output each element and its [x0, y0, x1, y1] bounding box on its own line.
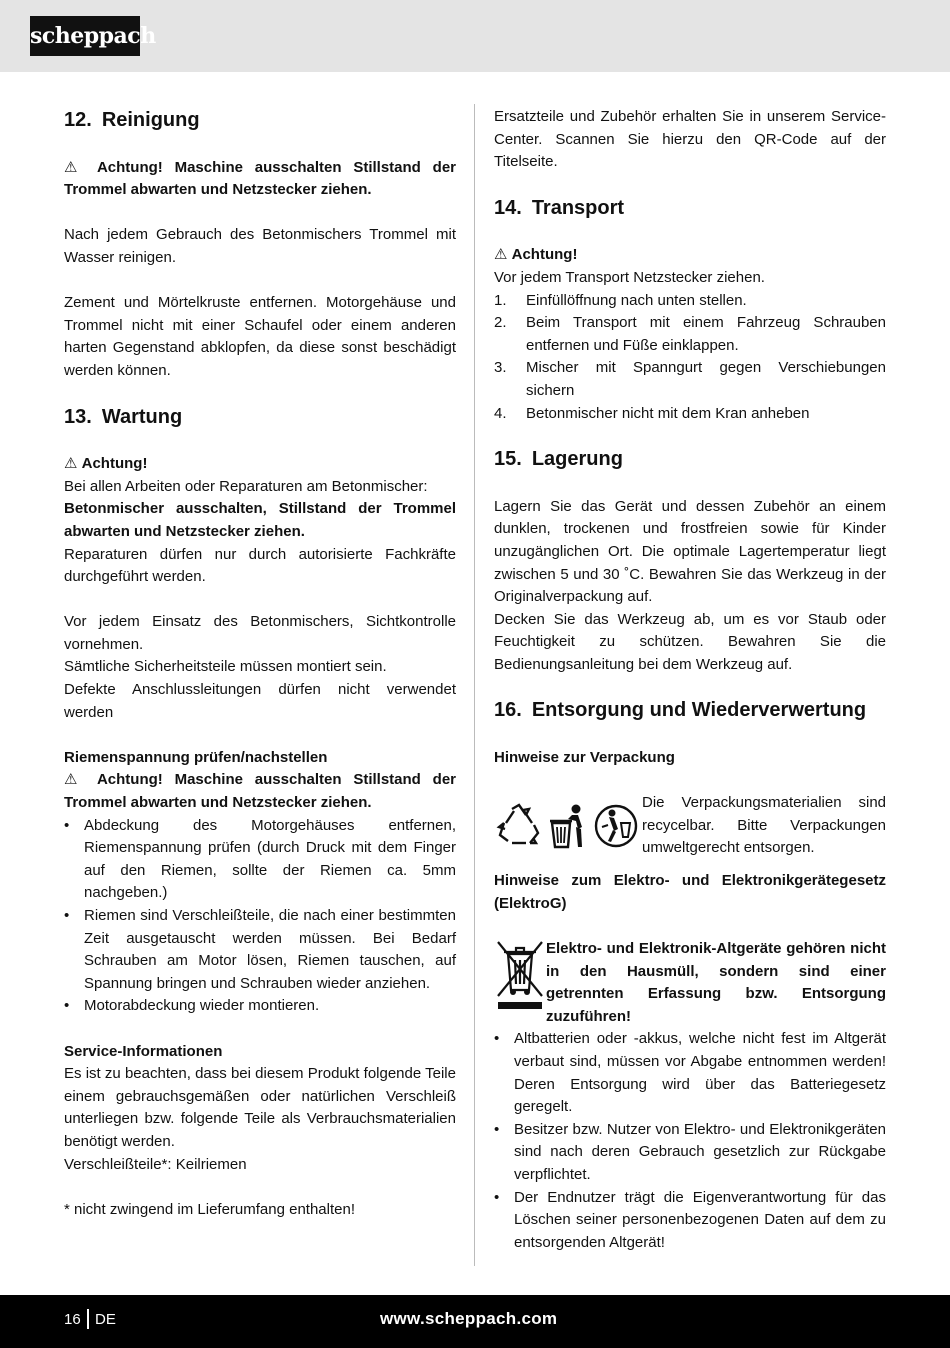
page-footer — [0, 1295, 950, 1348]
list-item: • Riemen sind Verschleißteile, die nach einer bestimmten Zeit ausgetauscht werden müssen. Bei Bedarf Schrauben am Motor lösen, Riemen tauschen, auf Spannung bringen und Schrauben wieder anziehen. — [64, 905, 456, 995]
list-item: • Altbatterien oder -akkus, welche nicht fest im Altgerät verbaut sind, müssen vor Abgabe entnommen werden! Deren Entsorgung wird über das Batteriegesetz geregelt. — [494, 1028, 886, 1118]
paragraph: Vor jedem Einsatz des Betonmischers, Sichtkontrolle vornehmen. — [64, 613, 456, 653]
warning-text: ⚠ Achtung! Maschine ausschalten Stillstand der Trommel abwarten und Netzstecker ziehen. — [64, 769, 456, 814]
list-item: 3. Mischer mit Spanngurt gegen Verschiebungen sichern — [494, 359, 886, 399]
recycle-icon — [494, 801, 544, 851]
paragraph: Verschleißteile*: Keilriemen — [64, 1155, 247, 1173]
transport-steps — [494, 290, 886, 426]
section-heading-reinigung: 12. Reinigung — [64, 109, 200, 131]
website-url[interactable]: www.scheppach.com — [380, 1309, 558, 1328]
list-item: 4. Betonmischer nicht mit dem Kran anheben — [494, 404, 810, 422]
trash-disposal-icon — [546, 801, 590, 851]
packaging-info — [494, 792, 886, 860]
paragraph: Zement und Mörtelkruste entfernen. Motorgehäuse und Trommel nicht mit einer Schaufel oder einem anderen harten Gegenstand abklopfen, da diese sonst beschädigt werden können. — [64, 294, 456, 379]
footer-separator — [87, 1309, 89, 1329]
warning-text: ⚠ Achtung! — [64, 453, 456, 476]
paragraph: Reparaturen dürfen nur durch autorisierte Fachkräfte durchgeführt werden. — [64, 545, 456, 586]
section-heading-lagerung: 15. Lagerung — [494, 448, 623, 471]
list-item: • Besitzer bzw. Nutzer von Elektro- und Elektronikgeräten sind nach deren Gebrauch gesetzlich zur Rückgabe verpflichtet. — [494, 1119, 886, 1187]
warning-text: ⚠ Achtung! — [494, 244, 886, 267]
section-heading-wartung: 13. Wartung — [64, 405, 183, 428]
page-header — [0, 0, 950, 72]
paragraph: Decken Sie das Werkzeug ab, um es vor Staub oder Feuchtigkeit zu schützen. Bewahren Sie die Bedienungsanleitung bei dem Werkzeug auf. — [494, 610, 886, 673]
right-column — [494, 106, 886, 1254]
page-number: 16 — [64, 1311, 81, 1328]
elektro-list — [494, 1028, 886, 1254]
subheading-verpackung: Hinweise zur Verpackung — [494, 749, 675, 767]
list-item: 1. Einfüllöffnung nach unten stellen. — [494, 291, 747, 309]
weee-info — [494, 938, 886, 1028]
crossed-bin-icon — [494, 938, 546, 1014]
recycle-disposal-icon — [592, 801, 640, 851]
left-column — [64, 106, 456, 1221]
paragraph: Ersatzteile und Zubehör erhalten Sie in unserem Service-Center. Scannen Sie hierzu den QR-Code auf der Titelseite. — [494, 108, 886, 171]
subheading-service: Service-Informationen — [64, 1042, 223, 1060]
paragraph-bold: Betonmischer ausschalten, Stillstand der Trommel abwarten und Netzstecker ziehen. — [64, 500, 456, 540]
paragraph: Bei allen Arbeiten oder Reparaturen am Betonmischer: — [64, 477, 428, 495]
subheading-elektrog: Hinweise zum Elektro- und Elektronikgerätegesetz (ElektroG) — [494, 872, 886, 912]
paragraph: Sämtliche Sicherheitsteile müssen montiert sein. — [64, 658, 387, 676]
paragraph: Die Verpackungsmaterialien sind recycelbar. Bitte Verpackungen umweltgerecht entsorgen. — [642, 794, 886, 857]
section-heading-entsorgung: 16. Entsorgung und Wiederverwertung — [494, 699, 867, 722]
paragraph: Vor jedem Transport Netzstecker ziehen. — [494, 268, 765, 286]
brand-logo: scheppach — [30, 16, 140, 56]
footnote: * nicht zwingend im Lieferumfang enthalten! — [64, 1200, 356, 1218]
subheading-riemen: Riemenspannung prüfen/nachstellen — [64, 748, 328, 766]
list-item: • Motorabdeckung wieder montieren. — [64, 995, 456, 1018]
list-item: • Der Endnutzer trägt die Eigenverantwortung für das Löschen seiner personenbezogenen Daten auf dem zu entsorgenden Altgerät! — [494, 1187, 886, 1255]
paragraph: Es ist zu beachten, dass bei diesem Produkt folgende Teile einem gebrauchsgemäßen oder natürlichen Verschleiß unterliegen bzw. folgende Teile als Verbrauchsmaterialien benötigt werden. — [64, 1065, 456, 1150]
language-code: DE — [95, 1311, 116, 1328]
section-heading-transport: 14. Transport — [494, 196, 625, 219]
paragraph: Nach jedem Gebrauch des Betonmischers Trommel mit Wasser reinigen. — [64, 226, 456, 266]
packaging-icons — [494, 792, 642, 860]
list-item: 2. Beim Transport mit einem Fahrzeug Schrauben entfernen und Füße einklappen. — [494, 314, 886, 354]
list-item: • Abdeckung des Motorgehäuses entfernen, Riemenspannung prüfen (durch Druck mit dem Finger auf den Riemen, sollte der Riemen ca. 5mm nachgeben.) — [64, 815, 456, 905]
paragraph: Defekte Anschlussleitungen dürfen nicht verwendet werden — [64, 681, 456, 721]
warning-text: ⚠ Achtung! Maschine ausschalten Stillstand der Trommel abwarten und Netzstecker ziehen. — [64, 157, 456, 202]
paragraph: Lagern Sie das Gerät und dessen Zubehör an einem dunklen, trockenen und frostfreien sowie für Kinder unzugänglichen Ort. Die optimale Lagertemperatur liegt zwischen 5 und 30 ˚C. Bewahren Sie das Werkzeug in der Originalverpackung auf. — [494, 497, 886, 606]
paragraph-bold: Elektro- und Elektronik-Altgeräte gehören nicht in den Hausmüll, sondern sind einer getrennten Erfassung bzw. Entsorgung zuzuführen! — [546, 940, 886, 1025]
column-divider — [474, 104, 475, 1266]
riemen-list — [64, 815, 456, 1018]
